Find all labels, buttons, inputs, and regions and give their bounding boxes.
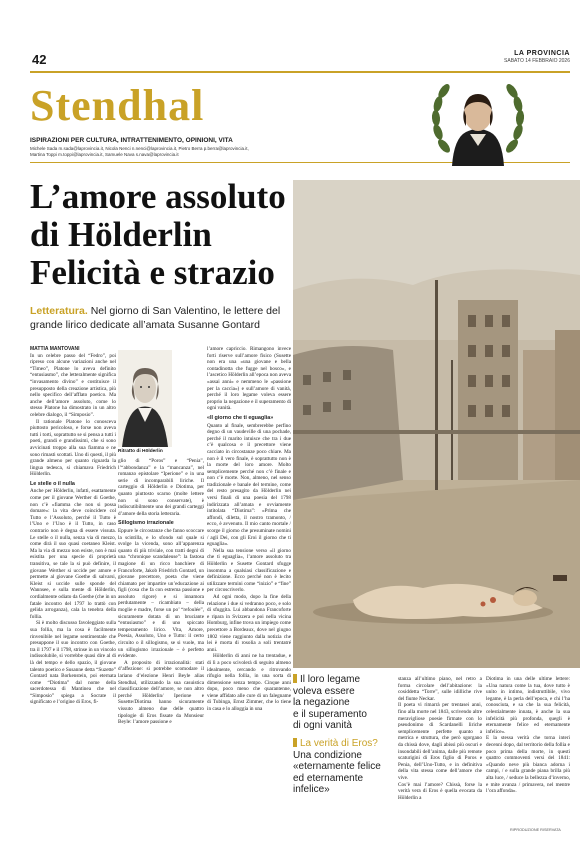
pull-quote-line: e il superamento: [293, 708, 367, 720]
pull-quote-line: ed eternamente: [293, 772, 364, 784]
section-subtitle: ISPIRAZIONI PER CULTURA, INTRATTENIMENTO, OPINIONI, VITA: [30, 137, 233, 144]
pull-quote-line: La verità di Eros?: [300, 738, 378, 749]
quote-bar: [293, 674, 297, 683]
headline-line: L’amore assoluto: [30, 177, 286, 216]
contacts-line-1: Michele Sada m.sada@laprovincia.it, Nicola Nenci n.nenci@laprovincia.it, Pietro Berra p.berra@laprovincia.it,: [30, 146, 249, 151]
paragraph: Nella sua tensione verso «il giorno che ti eguaglia», l’amore assoluto tra Hölderlin e Susette Gontard sfugge insomma a qualsiasi classificazione e definizione. Ecco perché non è lecito utilizzare termini come “inizio” e “fine” per circoscriverlo.: [207, 547, 291, 594]
byline: MATTIA MANTOVANI: [30, 346, 80, 352]
laurel-wreath-icon: [430, 76, 526, 166]
kicker: Letteratura.: [30, 305, 88, 317]
portrait-caption: Ritratto di Hölderlin: [118, 449, 163, 454]
pull-quote-line: infelice»: [293, 784, 330, 795]
top-rule: [30, 71, 570, 73]
article-headline: [30, 178, 290, 292]
contacts-line-2: Martina Toppi m.toppi@laprovincia.it, Samuele Nava s.nava@laprovincia.it: [30, 152, 179, 157]
article-column-3: [207, 346, 291, 713]
pull-quote-line: «eternamente felice: [293, 761, 381, 772]
paragraph: l’amore capriccio. Rimangono invece forti riserve sull’amore fisico (Susette non era una «una giovane e bella contadinotta che fugge nel bosco», e l’ascetico Hölderlin all’epoca non aveva «assai anni» e nemmeno le «passione per la caccia») e sull’amore di vanità, perché il loro legame voleva essere proprio la negazione e il superamento di ogni vanità.: [207, 346, 291, 412]
standfirst-text: Nel giorno di San Valentino, le lettere del grande lirico dedicate all’amata Susanne Gontard: [30, 305, 281, 331]
issue-date: SABATO 14 FEBBRAIO 2026: [504, 58, 570, 64]
subheading: Sillogismo irrazionale: [118, 520, 174, 527]
headline-line: di Hölderlin: [30, 215, 212, 254]
article-column-2: [118, 458, 204, 726]
paragraph: Hölderlin di anni ne ha trentadue, e di lì a poco scivolerà di seguito almeno idealmente, cercando e ritrovando rifugio nella follia, in una sorta di dimensione senza tempo. Cinque anni dopo, poco meno che quarantenne, viene affidato alle cure di un falegname di Tubinga, Ernst Zimmer, che lo tiene in casa e lo alloggia in una: [207, 653, 291, 713]
pull-quote-line: di ogni vanità: [293, 720, 352, 731]
paragraph: Anche per Hölderlin, infatti, esattamente come per il giovane Werther di Goethe, non c’è «fiamma che non si possa domare»: la vita deve coincidere col Tutto e l’Assoluto, perché il Tutto è l’Uno e l’Uno è il Tutto, in caso contrario non è degna di essere vissuta. Le stelle o il nulla, senza via di mezzo, come dirà il suo quasi coetaneo Kleist. Ma la via di mezzo non esiste, non è mai esistita per una specie di proprietà transitiva, se tale la si può definire, il giovane Werther si uccide per amore e permette al giovane Goethe di salvarsi, Kleist si uccide sulle sponde del Wannsee, e sulla mente di Hölderlin, cordialmente odiato da Goethe (che in un fatale incontro del 1797 lo trattò con gelida arroganza), cala la tenebra della follia.: [30, 488, 116, 620]
subheading: «Il giorno che ti eguaglia»: [207, 414, 274, 421]
paragraph: Eppure le circostanze che fanno scoccare la scintilla, e lo sfondo sul quale si svolge la vicenda, sono all’apparenza quanto di più triviale, con tratti degni di una “chronique scandaleuse”: la fastosa magione di un ricco banchiere di Francoforte, Jakob Friedrich Gontard, un giovane precettore, poeta che viene chiamato per impartire un’educazione ai figli (cosa che fa con estrema passione e assoluto rigore) e si innamora perdutamente – ricambiato – della moglie e madre, forse un po’ “refoulée”, sicuramente dotata di un bruciante “entusiasmo” e di uno spiccato temperamento lirico. Vita, Amore, Poesia, Assoluto, Uno e Tutto: il certo circuito o il sillogismo, se si vuole, ma un sillogismo irrazionale – è perfetto evidente.: [118, 527, 204, 660]
article-column-5: Diotima in una delle ultime lettere: «Una natura come la tua, dove tutto è unito in intimo, indistruttibile, vivo legame, è la perla dell’epoca, e chi l’ha conosciuta, e sa che la sua felicità, celestialmente innata, è anche la sua infelicità più profonda, quegli è eternamente felice ed eternamente infelice». E la stessa verità che torna interi decenni dopo, dal territorio della follia e poco prima della morte, in questi quattro commoventi versi del 1841: «Quando neve più bianca adorna i campi, / e sulla grande piana brilla più alta luce, / seduce la bellezza d’inverno, e mite avanza / primavera, nel mentre l’ora affonda».: [486, 676, 570, 795]
paragraph: A proposito di irrazionalità: stati d’affezione: si potrebbe scomodare il lariano d’elezione Henri Beyle alias Stendhal, utilizzando la sua casuistica classificazione dell’amore, se non altro perché Hölderlin/ Iperione e Susette/Diotima hanno sicuramente vissuto almeno due delle quattro tipologie di Eros fissate da Monsieur Beyle: l’amore passione e: [118, 659, 204, 726]
quote-bar: [293, 738, 297, 747]
article-column-1: [30, 346, 116, 706]
paragraph: Ad ogni modo, dopo la fine della relazione i due si vedranno poco, e solo di sfuggita. Lui abbandona Francoforte e ripara in Svizzera e poi nella vicina Homburg, infine trova un impiego come precettore a Bordeaux, dove nel giugno 1802 viene raggiunto dalla notizia che lei è morta di rosolia a soli trentatré anni.: [207, 593, 291, 653]
newspaper-brand: LA PROVINCIA: [514, 50, 570, 57]
paragraph: In un celebre passo del “Fedro”, poi ripreso con alcune variazioni anche nel “Timeo”, Platone lo aveva definito “entusiasmo”, che letteralmente significa “invasamento divino” e costituisce il presupposto della creazione artistica, più nello specifico dell’afflato poetico. Ma anche dell’amore assoluto, come lo stesso Platone ha dimostrato in un altro celebre dialogo, il “Simposio”.: [30, 352, 116, 418]
page-number: 42: [32, 52, 47, 67]
pull-quote-line: la negazione: [293, 697, 350, 708]
pull-quote-line: Il loro legame: [300, 674, 361, 685]
holderlin-portrait-image: [118, 350, 172, 447]
paragraph: glio di “Poros” e “Penia”, l’“abbondanza” e la “mancanza”, nel romanzo epistolare “Iperione” e in una serie di incomparabili liriche. Il carteggio di Hölderlin e Diotima, per quanto piuttosto scarno (molte lettere non si sono conservate), è indiscutibilmente uno dei grandi carteggi d’amore della storia letteraria.: [118, 458, 204, 517]
paragraph: Si è molto discusso favoleggiato sulla sua follia, ma la cosa è facilmente rinvenibile nel legame sentimentale che presuppone il suo incontro con Goethe, tra il 1797 e il 1798, strinse in un vincolo indissolubile, si vorrebbe quasi dire al di là del tempo e dello spazio, il giovane talento poetico e Susanne detta “Suzette” Gontard nata Borkenstein, poi eternata come “Diotima” dal nome della sacerdotessa di Mantinea che nel “Simposio” spiega a Socrate il significato e l’origine di Eros, fi-: [30, 620, 116, 706]
subheading: Le stelle o il nulla: [30, 480, 75, 487]
pull-quote-line: Una condizione: [293, 749, 362, 761]
paragraph: Il rationale Platone lo conosceva piuttosto pericoloso, e forse non aveva tutti i torti, soprattutto se si pensa a tutti i poeti, grandi e grandissimi, che si sono avvicinati troppo alla sua fiamma e ne sono rimasti scottati. Uno di questi, il più grande almeno per quanto riguarda la lingua tedesca, si chiamava Friedrich Hölderlin.: [30, 418, 116, 478]
paragraph: Quanto al finale, sembrerebbe perfino degno di un vaudeville di una pochade, perché il marito intuisce che tra i due c’è qualcosa e il precettore viene cacciato in circostanze poco chiare. Ma non è il vero finale, è soprattutto non è la morte del loro amore. Molto semplicemente perché non c’è finale e non c’è morte. Non, almeno, nel senso tradizionale e banale del termine, come del resto presagito da Hölderlin nei versi finali di una poesia del 1798 indirizzata all’amata e ovviamente intitolata “Diotima”: «Prima che affondi, diletta, il nostro tramonto, / ecco, è avvenuto. Il mio canto mortale / scorge il giorno che presuminate nomini / agli Dei, con gli Eroi il giorno che ti eguaglia».: [207, 422, 291, 548]
painting-image: [293, 180, 580, 668]
copyright-credit: RIPRODUZIONE RISERVATA: [510, 828, 561, 832]
article-column-4: stanza all’ultimo piano, nel retro a forma circolare dell’abitazione: la cosiddetta “Torre”, sulle idilliche rive del fiume Neckar. Il poeta vi rimarrà per trentasei anni, fino alla morte nel 1843, scrivendo altre meravigliose poesie firmate con lo pseudonimo di Scardanelli liriche semplicemente perfette quanto a metrica e struttura, che però sgorgano da chissà dove, dagli abissi più oscuri e insondabili dell’anima, dalle più remote scaturigini di Eros figlio di Poros e Penia, dell’Uno-Tutto, e in definitiva della vita stessa come dell’amore che vive. Cos’è mai l’amore? Chissà, forse la verità vera di Eros è quella evocata da Hölderlin a: [398, 676, 482, 801]
article-standfirst: [30, 305, 295, 332]
pull-quote-2: [293, 738, 393, 796]
pull-quote-1: [293, 674, 393, 732]
section-title: Stendhal: [30, 81, 205, 130]
headline-line: Felicità e strazio: [30, 253, 275, 292]
pull-quote-line: voleva essere: [293, 685, 355, 697]
masthead: [504, 50, 570, 64]
